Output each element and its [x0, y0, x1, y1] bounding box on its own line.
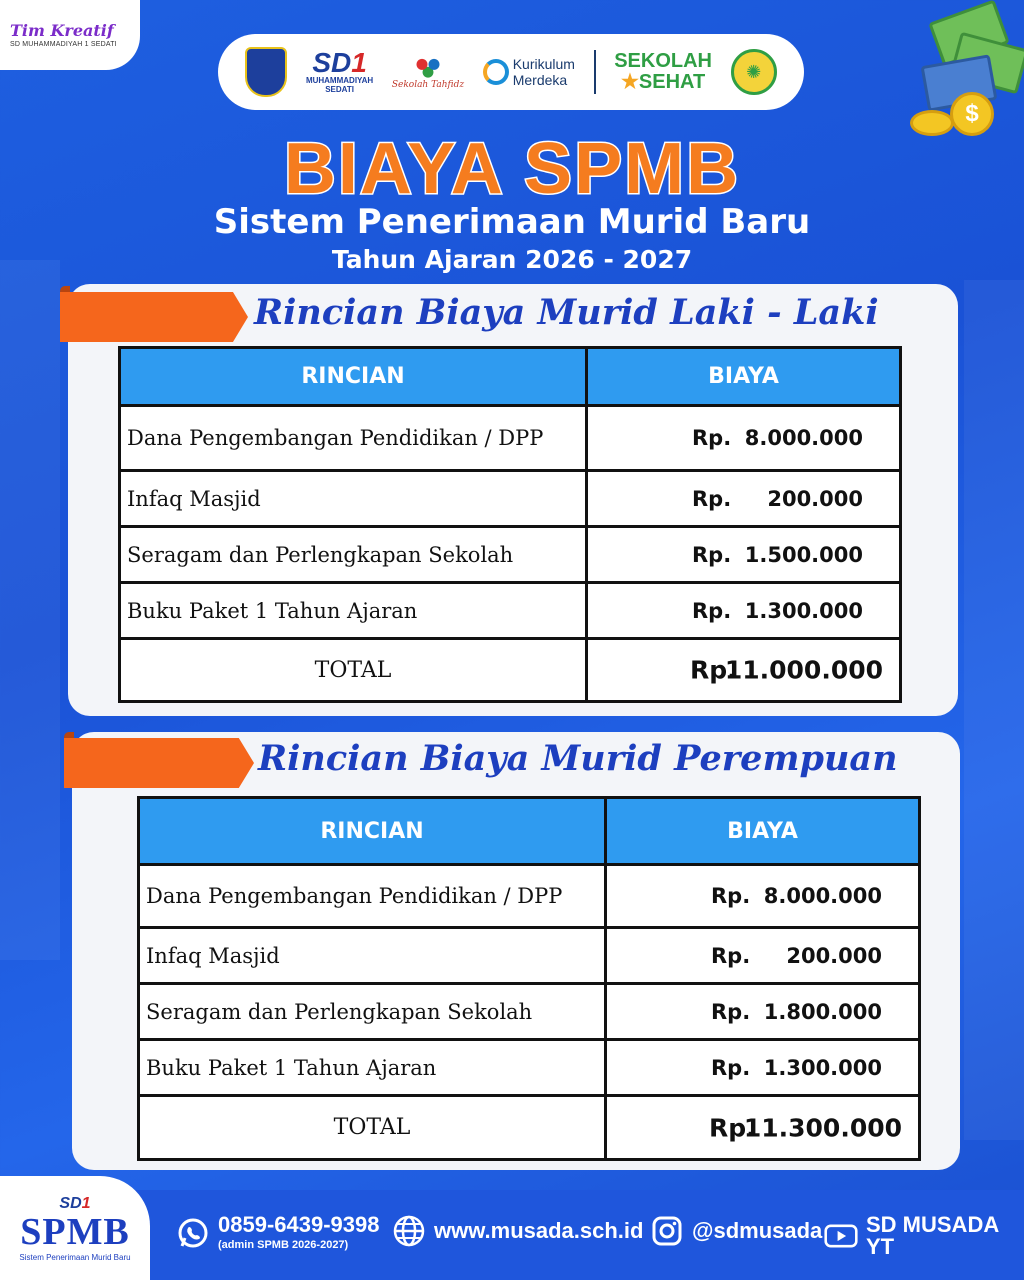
money-illustration-icon: $	[904, 0, 1024, 150]
total-value: 11.000.000	[724, 655, 883, 685]
currency: Rp.	[711, 884, 751, 908]
globe-icon	[392, 1214, 426, 1248]
total-row	[120, 639, 901, 702]
youtube-channel: SD MUSADA YT	[866, 1212, 999, 1259]
fee-item: Infaq Masjid	[120, 471, 587, 527]
table-row	[139, 984, 920, 1040]
sekolah-sehat-line2: SEHAT	[638, 71, 706, 93]
section-ribbon	[60, 292, 248, 342]
contact-instagram[interactable]	[650, 1214, 822, 1248]
fee-item: Buku Paket 1 Tahun Ajaran	[139, 1040, 606, 1096]
amount-value: 1.500.000	[744, 542, 863, 567]
currency: Rp.	[692, 542, 732, 567]
total-value: 11.300.000	[743, 1113, 902, 1142]
amount-value: 1.800.000	[763, 999, 882, 1024]
fee-table-boys	[118, 346, 902, 703]
logo-divider	[594, 50, 596, 94]
background-panel-left	[0, 260, 60, 960]
amount-value: 1.300.000	[763, 1055, 882, 1080]
fee-amount	[606, 984, 920, 1040]
currency: Rp.	[692, 426, 732, 450]
column-header-cost: BIAYA	[587, 348, 901, 406]
instagram-icon	[650, 1214, 684, 1248]
table-row	[139, 865, 920, 928]
spmb-logo-name: SPMB	[20, 1210, 130, 1253]
table-row	[139, 928, 920, 984]
phone-number: 0859-6439-9398	[218, 1212, 380, 1237]
total-amount	[587, 639, 901, 702]
amount-value: 8.000.000	[744, 426, 863, 450]
instagram-handle: @sdmusada	[692, 1218, 823, 1243]
currency: Rp.	[692, 598, 732, 623]
table-row	[120, 527, 901, 583]
school-crest-logo	[245, 47, 287, 97]
website-url: www.musada.sch.id	[434, 1218, 644, 1243]
fee-item: Buku Paket 1 Tahun Ajaran	[120, 583, 587, 639]
fee-amount	[587, 583, 901, 639]
kurikulum-line2: Merdeka	[512, 72, 568, 88]
fee-item: Seragam dan Perlengkapan Sekolah	[139, 984, 606, 1040]
fee-table-girls	[137, 796, 921, 1161]
table-header-row	[139, 798, 920, 865]
currency: Rp.	[711, 943, 751, 968]
sd1-mark: SD	[312, 47, 352, 79]
fee-amount	[606, 1040, 920, 1096]
section-ribbon	[64, 738, 254, 788]
youtube-icon	[824, 1219, 858, 1253]
badge-subtitle: SD MUHAMMADIYAH 1 SEDATI	[10, 41, 117, 49]
page-title: BIAYA SPMB	[283, 129, 741, 209]
muhammadiyah-emblem-icon: ✺	[731, 49, 777, 95]
sd1-name: MUHAMMADIYAH	[305, 76, 374, 86]
contact-youtube[interactable]	[824, 1214, 1024, 1258]
table-row	[120, 471, 901, 527]
tim-kreatif-badge	[0, 0, 140, 70]
page-subtitle: Sistem Penerimaan Murid Baru	[213, 202, 811, 242]
contact-phone[interactable]	[176, 1214, 379, 1251]
currency: Rp.	[711, 999, 751, 1024]
academic-year: Tahun Ajaran 2026 - 2027	[331, 245, 693, 274]
phone-note: (admin SPMB 2026-2027)	[218, 1239, 349, 1251]
kurikulum-line1: Kurikulum	[512, 55, 575, 72]
amount-value: 200.000	[767, 486, 863, 511]
fee-item: Dana Pengembangan Pendidikan / DPP	[120, 406, 587, 471]
spmb-logo-tagline: Sistem Penerimaan Murid Baru	[19, 1252, 131, 1262]
kurikulum-merdeka-logo	[483, 56, 575, 88]
currency: Rp.	[692, 486, 732, 511]
partner-logo-bar	[218, 34, 804, 110]
sd1-num: 1	[351, 47, 367, 79]
total-label: TOTAL	[139, 1096, 606, 1160]
amount-value: 1.300.000	[744, 598, 863, 623]
sd1-place: SEDATI	[325, 85, 354, 94]
fee-item: Infaq Masjid	[139, 928, 606, 984]
tahfidz-text: Sekolah Tahfidz	[391, 80, 465, 90]
fee-item: Seragam dan Perlengkapan Sekolah	[120, 527, 587, 583]
contact-website[interactable]	[392, 1214, 643, 1248]
amount-value: 200.000	[786, 943, 882, 968]
total-row	[139, 1096, 920, 1160]
fee-amount	[606, 865, 920, 928]
fee-amount	[587, 471, 901, 527]
currency: Rp.	[709, 1113, 756, 1142]
fee-amount	[587, 406, 901, 471]
sekolah-tahfidz-logo	[392, 54, 464, 90]
section-title-girls: Rincian Biaya Murid Perempuan	[258, 738, 898, 779]
badge-title: Tim Kreatif	[10, 20, 114, 40]
table-row	[120, 583, 901, 639]
amount-value: 8.000.000	[763, 884, 882, 908]
sd1-logo	[306, 49, 373, 95]
currency: Rp.	[711, 1055, 751, 1080]
spmb-logo	[0, 1176, 150, 1280]
column-header-cost: BIAYA	[606, 798, 920, 865]
table-header-row	[120, 348, 901, 406]
column-header-item: RINCIAN	[139, 798, 606, 865]
spmb-sd1-num: 1	[81, 1194, 91, 1212]
sekolah-sehat-logo: SEKOLAH ★SEHAT	[614, 50, 712, 93]
spmb-sd1-mark: SD	[59, 1194, 82, 1212]
sekolah-sehat-line1: SEKOLAH	[614, 50, 712, 72]
column-header-item: RINCIAN	[120, 348, 587, 406]
currency: Rp.	[690, 655, 737, 685]
fee-item: Dana Pengembangan Pendidikan / DPP	[139, 865, 606, 928]
fee-amount	[606, 928, 920, 984]
section-title-boys: Rincian Biaya Murid Laki - Laki	[254, 292, 879, 333]
whatsapp-icon	[176, 1216, 210, 1250]
background-panel-right	[964, 280, 1024, 1140]
fee-amount	[587, 527, 901, 583]
table-row	[139, 1040, 920, 1096]
total-amount	[606, 1096, 920, 1160]
table-row	[120, 406, 901, 471]
total-label: TOTAL	[120, 639, 587, 702]
